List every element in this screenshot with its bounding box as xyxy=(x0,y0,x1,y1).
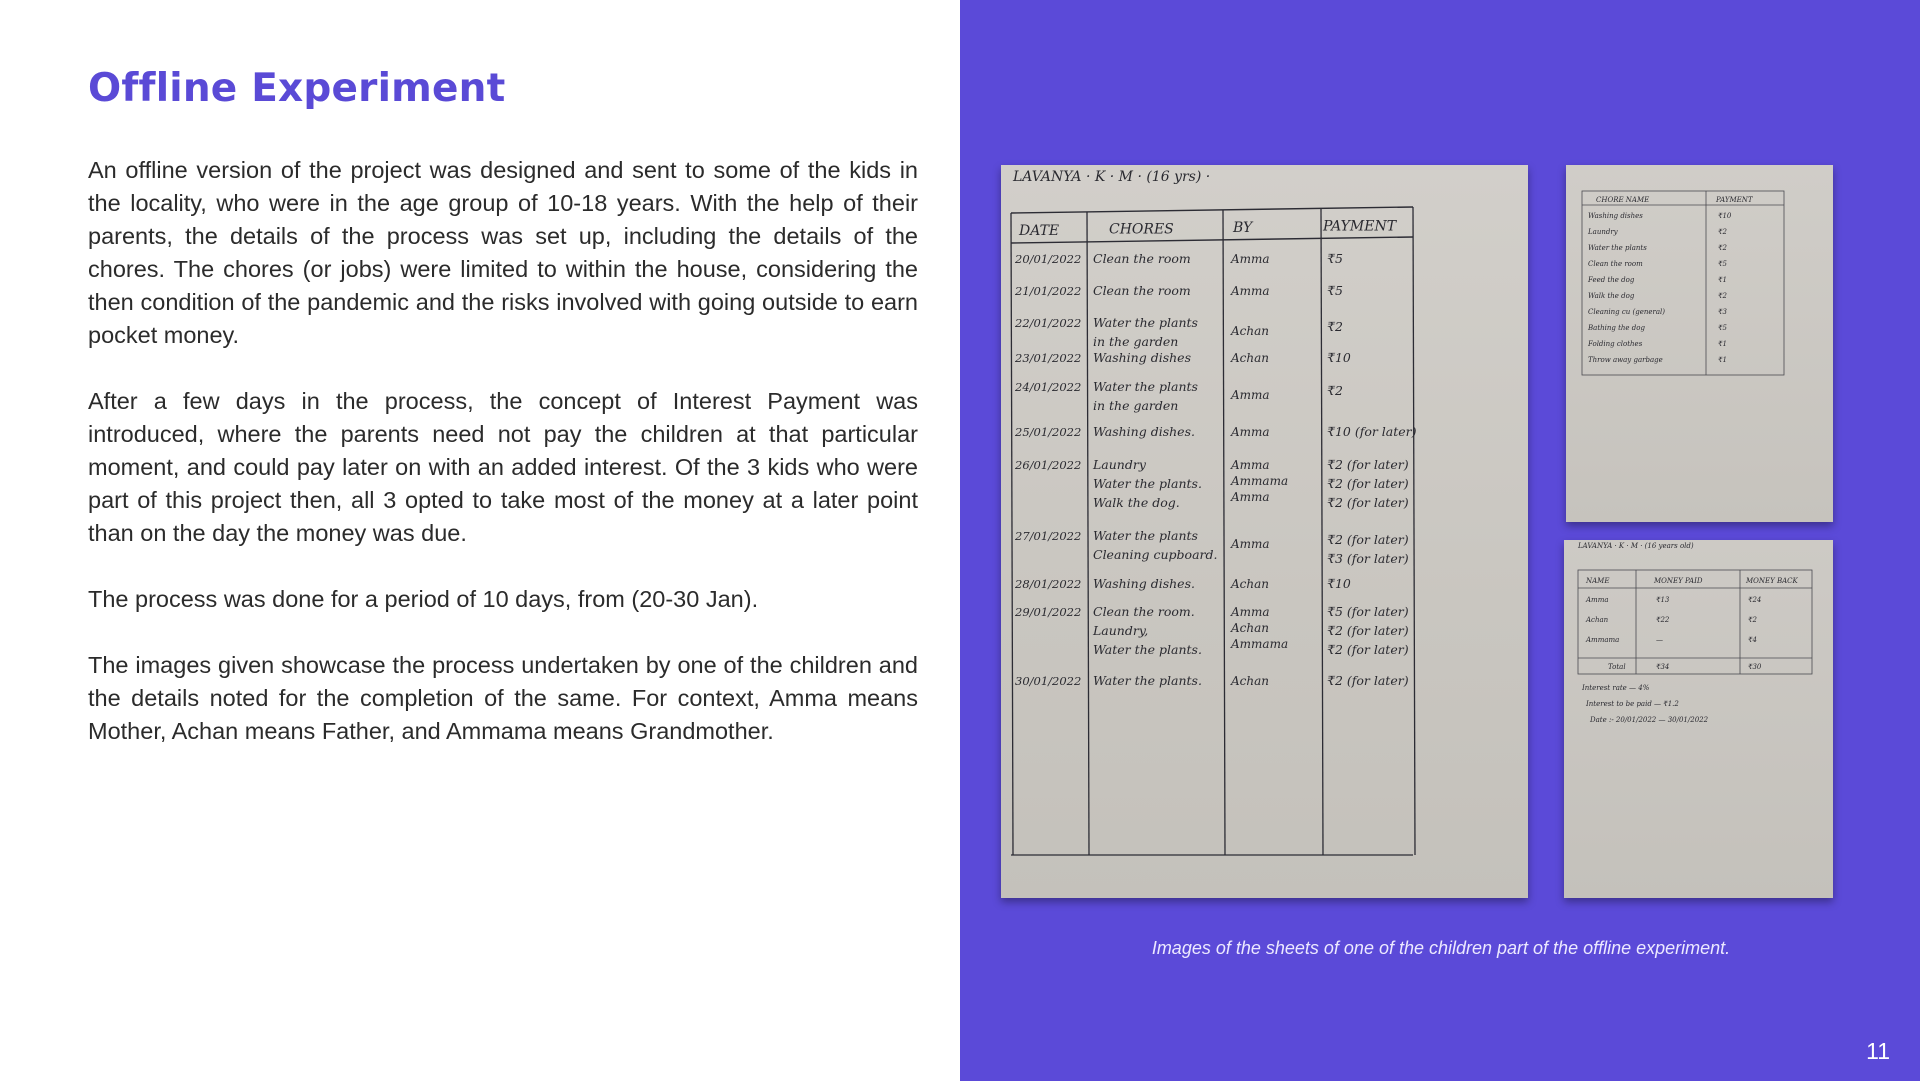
row-chore: Water the plants xyxy=(1093,315,1198,330)
row-chore: Washing dishes xyxy=(1093,350,1191,365)
summary-header-cell: MONEY BACK xyxy=(1746,577,1798,585)
row-payment: ₹2 (for later) xyxy=(1327,495,1409,510)
row-chore: Water the plants. xyxy=(1093,642,1202,657)
summary-paid: ₹13 xyxy=(1656,596,1670,604)
row-date: 30/01/2022 xyxy=(1015,674,1082,688)
row-payment: ₹2 (for later) xyxy=(1327,673,1409,688)
row-payment: ₹2 (for later) xyxy=(1327,457,1409,472)
rates-chore-payment: ₹5 xyxy=(1718,324,1727,332)
row-by: Achan xyxy=(1231,621,1269,635)
page-title: Offline Experiment xyxy=(88,66,506,111)
rates-chore-payment: ₹10 xyxy=(1718,212,1732,220)
row-date: 24/01/2022 xyxy=(1015,380,1082,394)
summary-table-frame xyxy=(1578,570,1812,674)
summary-total-back: ₹30 xyxy=(1748,663,1762,671)
table-column-line xyxy=(1321,209,1323,856)
rates-chore-name: Feed the dog xyxy=(1588,276,1635,284)
row-chore: Water the plants xyxy=(1093,379,1198,394)
row-by: Achan xyxy=(1231,324,1269,338)
rates-chore-payment: ₹2 xyxy=(1718,228,1727,236)
table-top-line xyxy=(1011,207,1413,213)
row-chore: Laundry xyxy=(1093,457,1146,472)
summary-total-label: Total xyxy=(1608,663,1626,671)
row-chore: Laundry, xyxy=(1093,623,1149,638)
rates-chore-payment: ₹2 xyxy=(1718,292,1727,300)
rates-chore-payment: ₹2 xyxy=(1718,244,1727,252)
row-by: Achan xyxy=(1231,577,1269,591)
rates-chore-name: Washing dishes xyxy=(1588,212,1643,220)
row-date: 23/01/2022 xyxy=(1015,351,1082,365)
row-chore: Water the plants. xyxy=(1093,673,1202,688)
row-date: 29/01/2022 xyxy=(1015,605,1082,619)
row-by: Amma xyxy=(1231,284,1270,298)
table-column-line xyxy=(1087,212,1089,856)
rates-chore-name: Water the plants xyxy=(1588,244,1647,252)
row-chore: Walk the dog. xyxy=(1093,495,1180,510)
row-date: 26/01/2022 xyxy=(1015,458,1082,472)
summary-back: ₹24 xyxy=(1748,596,1762,604)
row-payment: ₹2 (for later) xyxy=(1327,476,1409,491)
chore-log-sheet-drawing xyxy=(1001,165,1528,898)
row-payment: ₹5 (for later) xyxy=(1327,604,1409,619)
row-by: Amma xyxy=(1231,490,1270,504)
row-date: 22/01/2022 xyxy=(1015,316,1082,330)
row-chore: Clean the room. xyxy=(1093,604,1195,619)
summary-note: Date :- 20/01/2022 — 30/01/2022 xyxy=(1590,716,1709,724)
rates-chore-name: Folding clothes xyxy=(1588,340,1643,348)
rates-header-name: CHORE NAME xyxy=(1596,196,1650,204)
table-header-line xyxy=(1011,237,1413,243)
row-by: Amma xyxy=(1231,537,1270,551)
row-date: 21/01/2022 xyxy=(1015,284,1082,298)
row-payment: ₹10 (for later) xyxy=(1327,424,1417,439)
row-by: Ammama xyxy=(1231,637,1289,651)
row-payment: ₹2 (for later) xyxy=(1327,623,1409,638)
summary-heading: LAVANYA · K · M · (16 years old) xyxy=(1578,542,1694,550)
rates-chore-payment: ₹1 xyxy=(1718,356,1727,364)
chore-log-sheet-photo xyxy=(1001,165,1528,898)
summary-name: Amma xyxy=(1586,596,1609,604)
rates-header-payment: PAYMENT xyxy=(1716,196,1753,204)
summary-name: Achan xyxy=(1586,616,1609,624)
table-header-cell: BY xyxy=(1233,220,1253,236)
row-by: Ammama xyxy=(1231,474,1289,488)
rates-chore-payment: ₹1 xyxy=(1718,340,1727,348)
table-column-line xyxy=(1413,207,1415,855)
row-chore: Washing dishes. xyxy=(1093,576,1195,591)
sheet-heading: LAVANYA · K · M · (16 yrs) · xyxy=(1013,169,1211,185)
row-payment: ₹2 (for later) xyxy=(1327,532,1409,547)
paragraph-intro: An offline version of the project was designed and sent to some of the kids in the locality, who were in the age group of 10-18 years. With the help of their parents, the details of the process was set up, including the details of the chores. The chores (or jobs) were limited to within the house, considering the then condition of the pandemic and the risks involved with going outside to earn pocket money. xyxy=(88,157,918,348)
chore-rates-sheet-drawing xyxy=(1566,165,1833,522)
summary-back: ₹4 xyxy=(1748,636,1757,644)
rates-chore-name: Bathing the dog xyxy=(1588,324,1645,332)
summary-paid: ₹22 xyxy=(1656,616,1670,624)
table-header-cell: PAYMENT xyxy=(1323,218,1397,235)
rates-chore-payment: ₹1 xyxy=(1718,276,1727,284)
row-chore: Washing dishes. xyxy=(1093,424,1195,439)
row-by: Amma xyxy=(1231,458,1270,472)
row-payment: ₹3 (for later) xyxy=(1327,551,1409,566)
table-header-cell: CHORES xyxy=(1109,221,1174,238)
image-caption: Images of the sheets of one of the children part of the offline experiment. xyxy=(1151,938,1731,958)
row-payment: ₹10 xyxy=(1327,350,1351,365)
paragraph-context: The images given showcase the process undertaken by one of the children and the details noted for the completion of the same. For context, Amma means Mother, Achan means Father, and Ammama means Grandmother. xyxy=(88,652,918,744)
chore-rates-sheet-photo xyxy=(1566,165,1833,522)
page-number: 11 xyxy=(1866,1038,1890,1064)
summary-note: Interest rate — 4% xyxy=(1582,684,1650,692)
row-date: 20/01/2022 xyxy=(1015,252,1082,266)
summary-note: Interest to be paid — ₹1.2 xyxy=(1586,700,1679,708)
summary-header-cell: NAME xyxy=(1586,577,1610,585)
summary-name: Ammama xyxy=(1586,636,1620,644)
money-summary-sheet-drawing xyxy=(1564,540,1833,898)
row-payment: ₹2 xyxy=(1327,319,1343,334)
row-chore: Cleaning cupboard. xyxy=(1093,547,1218,562)
summary-total-paid: ₹34 xyxy=(1656,663,1670,671)
row-chore: Clean the room xyxy=(1093,283,1191,298)
row-payment: ₹2 (for later) xyxy=(1327,642,1409,657)
paragraph-interest: After a few days in the process, the concept of Interest Payment was introduced, where the parents need not pay the children at that particular moment, and could pay later on with an added interest. Of the 3 kids who were part of this project then, all 3 opted to take most of the money at a later point than on the day the money was due. xyxy=(88,388,918,546)
row-by: Amma xyxy=(1231,388,1270,402)
table-column-line xyxy=(1011,213,1013,855)
row-date: 28/01/2022 xyxy=(1015,577,1082,591)
table-header-cell: DATE xyxy=(1019,223,1060,239)
row-payment: ₹2 xyxy=(1327,383,1343,398)
paragraph-period: The process was done for a period of 10 days, from (20-30 Jan). xyxy=(88,586,759,612)
row-chore: in the garden xyxy=(1093,398,1179,413)
row-chore: Water the plants xyxy=(1093,528,1198,543)
rates-chore-name: Walk the dog xyxy=(1588,292,1635,300)
row-payment: ₹5 xyxy=(1327,283,1343,298)
body-text xyxy=(88,154,918,781)
row-by: Achan xyxy=(1231,351,1269,365)
rates-chore-payment: ₹5 xyxy=(1718,260,1727,268)
table-column-line xyxy=(1223,210,1225,855)
summary-back: ₹2 xyxy=(1748,616,1757,624)
row-chore: Water the plants. xyxy=(1093,476,1202,491)
rates-chore-name: Throw away garbage xyxy=(1588,356,1663,364)
row-by: Amma xyxy=(1231,252,1270,266)
row-date: 25/01/2022 xyxy=(1015,425,1082,439)
money-summary-sheet-photo xyxy=(1564,540,1833,898)
row-payment: ₹5 xyxy=(1327,251,1343,266)
summary-paid: — xyxy=(1656,636,1663,644)
summary-header-cell: MONEY PAID xyxy=(1654,577,1703,585)
row-payment: ₹10 xyxy=(1327,576,1351,591)
row-date: 27/01/2022 xyxy=(1015,529,1082,543)
rates-chore-name: Laundry xyxy=(1588,228,1618,236)
row-by: Amma xyxy=(1231,425,1270,439)
row-chore: in the garden xyxy=(1093,334,1179,349)
row-by: Achan xyxy=(1231,674,1269,688)
rates-chore-name: Clean the room xyxy=(1588,260,1643,268)
row-chore: Clean the room xyxy=(1093,251,1191,266)
row-by: Amma xyxy=(1231,605,1270,619)
rates-chore-name: Cleaning cu (general) xyxy=(1588,308,1666,316)
rates-chore-payment: ₹3 xyxy=(1718,308,1727,316)
